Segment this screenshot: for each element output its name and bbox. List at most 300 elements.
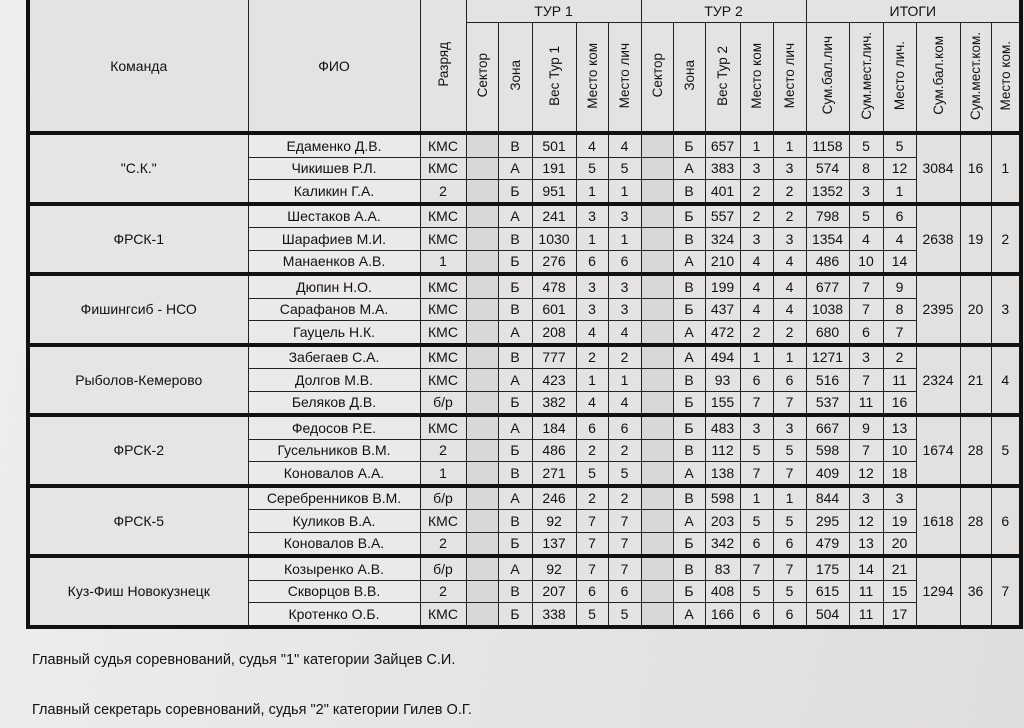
place-team-2: 7 [740, 462, 773, 486]
zone-1: Б [498, 532, 532, 556]
header-place-ind-2: Место лич [773, 23, 806, 134]
sector-1 [466, 133, 498, 157]
place-team-2: 3 [740, 157, 773, 180]
place-team-2: 2 [740, 321, 773, 345]
zone-1: А [498, 157, 532, 180]
sector-1 [466, 603, 498, 627]
place-team-1: 3 [576, 204, 608, 228]
zone-1: Б [498, 391, 532, 415]
sum-pts-ind: 1158 [806, 133, 849, 157]
player-name: Серебренников В.М. [248, 486, 420, 510]
place-ind-2: 4 [773, 250, 806, 274]
place-team-1: 3 [576, 298, 608, 321]
place-ind-2: 7 [773, 391, 806, 415]
player-rank: КМС [420, 274, 466, 298]
place-team-1: 1 [576, 228, 608, 251]
sector-1 [466, 580, 498, 603]
zone-1: В [498, 298, 532, 321]
place-team-1: 6 [576, 250, 608, 274]
weight-2: 83 [705, 556, 740, 580]
zone-2: Б [673, 391, 705, 415]
sector-2 [641, 369, 673, 392]
place-ind-2: 6 [773, 603, 806, 627]
sector-2 [641, 298, 673, 321]
header-totals: ИТОГИ [806, 0, 1021, 23]
place-ind-total: 13 [883, 415, 916, 439]
player-name: Забегаев С.А. [248, 345, 420, 369]
place-ind-1: 4 [608, 391, 641, 415]
place-ind-1: 2 [608, 439, 641, 462]
sector-1 [466, 157, 498, 180]
header-rank: Разряд [420, 0, 466, 133]
place-team-2: 3 [740, 415, 773, 439]
weight-2: 437 [705, 298, 740, 321]
sector-2 [641, 486, 673, 510]
place-team-1: 2 [576, 345, 608, 369]
place-ind-total: 21 [883, 556, 916, 580]
place-team-2: 5 [740, 439, 773, 462]
player-name: Коновалов В.А. [248, 532, 420, 556]
zone-2: В [673, 369, 705, 392]
player-name: Коновалов А.А. [248, 462, 420, 486]
zone-1: В [498, 345, 532, 369]
header-round-1: ТУР 1 [466, 0, 641, 23]
place-team-total: 5 [991, 415, 1021, 486]
place-ind-total: 2 [883, 345, 916, 369]
sector-2 [641, 204, 673, 228]
weight-1: 207 [532, 580, 576, 603]
results-table [26, 0, 1023, 629]
weight-2: 401 [705, 180, 740, 204]
weight-2: 138 [705, 462, 740, 486]
sum-places-team: 16 [960, 133, 991, 204]
zone-1: А [498, 369, 532, 392]
weight-2: 472 [705, 321, 740, 345]
weight-1: 191 [532, 157, 576, 180]
place-team-1: 5 [576, 462, 608, 486]
place-ind-total: 1 [883, 180, 916, 204]
place-ind-1: 6 [608, 580, 641, 603]
sector-2 [641, 133, 673, 157]
sum-pts-ind: 1352 [806, 180, 849, 204]
player-rank: КМС [420, 228, 466, 251]
place-ind-2: 3 [773, 228, 806, 251]
sector-2 [641, 345, 673, 369]
place-ind-total: 3 [883, 486, 916, 510]
sector-2 [641, 274, 673, 298]
place-ind-total: 18 [883, 462, 916, 486]
player-name: Едаменко Д.В. [248, 133, 420, 157]
weight-2: 383 [705, 157, 740, 180]
sum-pts-ind: 574 [806, 157, 849, 180]
place-team-1: 7 [576, 556, 608, 580]
sector-2 [641, 556, 673, 580]
sum-pts-team: 2395 [916, 274, 960, 345]
sum-pts-ind: 175 [806, 556, 849, 580]
sum-places-ind: 7 [849, 298, 883, 321]
weight-2: 494 [705, 345, 740, 369]
sum-places-team: 21 [960, 345, 991, 416]
zone-2: А [673, 250, 705, 274]
place-ind-total: 8 [883, 298, 916, 321]
header-place-ind-total: Место лич. [883, 23, 916, 134]
zone-2: Б [673, 298, 705, 321]
weight-2: 203 [705, 510, 740, 533]
header-place-ind-1: Место лич [608, 23, 641, 134]
header-sum-places-ind: Сум.мест.лич. [849, 23, 883, 134]
sum-pts-ind: 844 [806, 486, 849, 510]
header-sector-1: Сектор [466, 23, 498, 134]
weight-1: 184 [532, 415, 576, 439]
player-name: Шарафиев М.И. [248, 228, 420, 251]
sector-1 [466, 391, 498, 415]
weight-2: 112 [705, 439, 740, 462]
place-team-2: 4 [740, 298, 773, 321]
place-ind-2: 2 [773, 321, 806, 345]
place-ind-1: 2 [608, 345, 641, 369]
sum-places-ind: 11 [849, 603, 883, 627]
place-team-2: 6 [740, 603, 773, 627]
sector-1 [466, 486, 498, 510]
place-ind-2: 5 [773, 510, 806, 533]
place-team-1: 7 [576, 510, 608, 533]
zone-2: Б [673, 415, 705, 439]
player-rank: КМС [420, 204, 466, 228]
place-team-total: 7 [991, 556, 1021, 627]
sum-places-team: 19 [960, 204, 991, 275]
place-ind-2: 1 [773, 133, 806, 157]
place-ind-total: 19 [883, 510, 916, 533]
sum-places-ind: 7 [849, 439, 883, 462]
player-rank: КМС [420, 345, 466, 369]
sector-1 [466, 250, 498, 274]
sector-2 [641, 321, 673, 345]
sum-pts-ind: 1038 [806, 298, 849, 321]
player-name: Козыренко А.В. [248, 556, 420, 580]
player-rank: 1 [420, 462, 466, 486]
zone-2: А [673, 462, 705, 486]
place-team-1: 4 [576, 321, 608, 345]
header-sum-places-team: Сум.мест.ком. [960, 23, 991, 134]
player-rank: 2 [420, 532, 466, 556]
sum-places-team: 28 [960, 415, 991, 486]
sector-1 [466, 345, 498, 369]
zone-2: Б [673, 204, 705, 228]
place-ind-total: 4 [883, 228, 916, 251]
sum-pts-ind: 615 [806, 580, 849, 603]
sector-2 [641, 532, 673, 556]
place-ind-2: 1 [773, 486, 806, 510]
player-name: Скворцов В.В. [248, 580, 420, 603]
sector-1 [466, 369, 498, 392]
place-team-1: 4 [576, 391, 608, 415]
place-ind-1: 1 [608, 369, 641, 392]
place-ind-1: 7 [608, 510, 641, 533]
chief-judge-line: Главный судья соревнований, судья "1" категории Зайцев С.И. [32, 652, 456, 668]
place-ind-1: 3 [608, 298, 641, 321]
sector-1 [466, 415, 498, 439]
header-sum-pts-team: Сум.бал.ком [916, 23, 960, 134]
player-name: Федосов Р.Е. [248, 415, 420, 439]
place-team-2: 7 [740, 391, 773, 415]
zone-2: Б [673, 532, 705, 556]
player-rank: КМС [420, 603, 466, 627]
place-team-total: 6 [991, 486, 1021, 557]
player-name: Манаенков А.В. [248, 250, 420, 274]
sector-2 [641, 157, 673, 180]
zone-2: Б [673, 580, 705, 603]
header-sum-pts-ind: Сум.бал.лич [806, 23, 849, 134]
weight-1: 951 [532, 180, 576, 204]
place-ind-2: 1 [773, 345, 806, 369]
place-team-total: 1 [991, 133, 1021, 204]
sum-places-ind: 3 [849, 486, 883, 510]
weight-2: 483 [705, 415, 740, 439]
zone-1: А [498, 204, 532, 228]
sector-2 [641, 439, 673, 462]
player-rank: 2 [420, 180, 466, 204]
sum-pts-team: 2638 [916, 204, 960, 275]
place-ind-2: 6 [773, 369, 806, 392]
weight-1: 92 [532, 556, 576, 580]
place-ind-total: 5 [883, 133, 916, 157]
sum-places-team: 36 [960, 556, 991, 627]
sector-2 [641, 415, 673, 439]
place-team-2: 4 [740, 274, 773, 298]
header-team: Команда [28, 0, 248, 133]
weight-1: 382 [532, 391, 576, 415]
place-ind-total: 10 [883, 439, 916, 462]
zone-1: Б [498, 250, 532, 274]
place-ind-total: 7 [883, 321, 916, 345]
weight-1: 246 [532, 486, 576, 510]
table-row [28, 133, 1021, 157]
sector-2 [641, 603, 673, 627]
zone-2: А [673, 510, 705, 533]
sector-1 [466, 556, 498, 580]
place-ind-1: 7 [608, 532, 641, 556]
sector-1 [466, 321, 498, 345]
sum-pts-ind: 479 [806, 532, 849, 556]
place-ind-1: 3 [608, 204, 641, 228]
sum-places-ind: 11 [849, 391, 883, 415]
place-team-1: 3 [576, 274, 608, 298]
place-team-2: 1 [740, 486, 773, 510]
player-rank: б/р [420, 556, 466, 580]
table-row [28, 556, 1021, 580]
zone-2: Б [673, 133, 705, 157]
sector-2 [641, 580, 673, 603]
sector-1 [466, 439, 498, 462]
sum-places-ind: 7 [849, 274, 883, 298]
sum-places-ind: 8 [849, 157, 883, 180]
place-ind-total: 11 [883, 369, 916, 392]
header-zone-1: Зона [498, 23, 532, 134]
weight-1: 777 [532, 345, 576, 369]
place-ind-1: 1 [608, 228, 641, 251]
place-ind-1: 5 [608, 603, 641, 627]
sum-places-ind: 4 [849, 228, 883, 251]
header-weight-2: Вес Тур 2 [705, 23, 740, 134]
team-name: Куз-Фиш Новокузнецк [28, 556, 248, 627]
zone-2: В [673, 274, 705, 298]
sum-places-ind: 9 [849, 415, 883, 439]
weight-2: 342 [705, 532, 740, 556]
weight-2: 657 [705, 133, 740, 157]
zone-1: В [498, 580, 532, 603]
sum-pts-ind: 516 [806, 369, 849, 392]
sector-1 [466, 298, 498, 321]
header-place-team-total: Место ком. [991, 23, 1021, 134]
place-ind-1: 4 [608, 133, 641, 157]
team-name: ФРСК-2 [28, 415, 248, 486]
place-ind-2: 5 [773, 580, 806, 603]
sum-pts-ind: 798 [806, 204, 849, 228]
header-weight-1: Вес Тур 1 [532, 23, 576, 134]
header-zone-2: Зона [673, 23, 705, 134]
sum-pts-ind: 677 [806, 274, 849, 298]
sector-2 [641, 228, 673, 251]
sum-pts-team: 1294 [916, 556, 960, 627]
player-rank: КМС [420, 298, 466, 321]
place-ind-1: 5 [608, 157, 641, 180]
sector-2 [641, 391, 673, 415]
player-name: Каликин Г.А. [248, 180, 420, 204]
weight-1: 137 [532, 532, 576, 556]
place-team-1: 7 [576, 532, 608, 556]
place-team-2: 3 [740, 228, 773, 251]
sector-1 [466, 204, 498, 228]
place-team-2: 2 [740, 180, 773, 204]
place-ind-2: 4 [773, 298, 806, 321]
weight-1: 92 [532, 510, 576, 533]
place-ind-2: 2 [773, 204, 806, 228]
zone-1: В [498, 228, 532, 251]
place-team-2: 1 [740, 133, 773, 157]
place-ind-2: 3 [773, 157, 806, 180]
player-rank: КМС [420, 510, 466, 533]
place-team-1: 4 [576, 133, 608, 157]
place-team-2: 1 [740, 345, 773, 369]
player-name: Кротенко О.Б. [248, 603, 420, 627]
place-ind-total: 16 [883, 391, 916, 415]
place-ind-2: 5 [773, 439, 806, 462]
sum-pts-team: 1618 [916, 486, 960, 557]
table-row [28, 204, 1021, 228]
place-team-1: 1 [576, 369, 608, 392]
place-ind-2: 6 [773, 532, 806, 556]
sum-places-team: 28 [960, 486, 991, 557]
zone-1: Б [498, 439, 532, 462]
zone-1: А [498, 415, 532, 439]
player-rank: КМС [420, 321, 466, 345]
sum-places-ind: 10 [849, 250, 883, 274]
weight-2: 166 [705, 603, 740, 627]
sum-pts-ind: 504 [806, 603, 849, 627]
team-name: "С.К." [28, 133, 248, 204]
weight-2: 155 [705, 391, 740, 415]
player-rank: КМС [420, 157, 466, 180]
team-name: ФРСК-1 [28, 204, 248, 275]
sum-places-ind: 3 [849, 345, 883, 369]
place-ind-2: 3 [773, 415, 806, 439]
chief-secretary-line: Главный секретарь соревнований, судья "2" категории Гилев О.Г. [32, 702, 472, 718]
zone-2: А [673, 321, 705, 345]
weight-1: 338 [532, 603, 576, 627]
place-ind-1: 6 [608, 250, 641, 274]
weight-1: 276 [532, 250, 576, 274]
sector-1 [466, 532, 498, 556]
place-ind-2: 2 [773, 180, 806, 204]
weight-2: 557 [705, 204, 740, 228]
sector-2 [641, 250, 673, 274]
zone-1: А [498, 321, 532, 345]
place-ind-1: 1 [608, 180, 641, 204]
place-team-total: 2 [991, 204, 1021, 275]
zone-2: А [673, 345, 705, 369]
sum-pts-ind: 680 [806, 321, 849, 345]
sector-1 [466, 462, 498, 486]
weight-2: 408 [705, 580, 740, 603]
place-team-total: 4 [991, 345, 1021, 416]
team-name: Рыболов-Кемерово [28, 345, 248, 416]
header-name: ФИО [248, 0, 420, 133]
zone-2: В [673, 439, 705, 462]
player-name: Гусельников В.М. [248, 439, 420, 462]
sum-pts-ind: 598 [806, 439, 849, 462]
weight-1: 241 [532, 204, 576, 228]
place-team-1: 2 [576, 439, 608, 462]
weight-2: 93 [705, 369, 740, 392]
weight-1: 208 [532, 321, 576, 345]
sum-places-ind: 13 [849, 532, 883, 556]
place-team-1: 1 [576, 180, 608, 204]
sector-2 [641, 180, 673, 204]
place-ind-2: 7 [773, 556, 806, 580]
place-team-2: 6 [740, 369, 773, 392]
sum-pts-team: 1674 [916, 415, 960, 486]
zone-1: Б [498, 274, 532, 298]
team-name: ФРСК-5 [28, 486, 248, 557]
weight-1: 423 [532, 369, 576, 392]
zone-2: В [673, 228, 705, 251]
header-round-2: ТУР 2 [641, 0, 806, 23]
sum-places-ind: 7 [849, 369, 883, 392]
place-team-2: 6 [740, 532, 773, 556]
player-name: Долгов М.В. [248, 369, 420, 392]
sector-1 [466, 180, 498, 204]
sum-places-ind: 14 [849, 556, 883, 580]
zone-2: А [673, 603, 705, 627]
sum-pts-ind: 537 [806, 391, 849, 415]
place-ind-1: 5 [608, 462, 641, 486]
place-team-1: 6 [576, 580, 608, 603]
place-ind-total: 15 [883, 580, 916, 603]
weight-2: 199 [705, 274, 740, 298]
zone-1: Б [498, 603, 532, 627]
sum-pts-ind: 667 [806, 415, 849, 439]
place-team-2: 7 [740, 556, 773, 580]
sum-places-ind: 12 [849, 462, 883, 486]
zone-2: В [673, 486, 705, 510]
sum-places-ind: 12 [849, 510, 883, 533]
sum-pts-ind: 1354 [806, 228, 849, 251]
zone-1: А [498, 486, 532, 510]
table-row [28, 345, 1021, 369]
sector-2 [641, 462, 673, 486]
player-name: Чикишев Р.Л. [248, 157, 420, 180]
place-ind-1: 3 [608, 274, 641, 298]
